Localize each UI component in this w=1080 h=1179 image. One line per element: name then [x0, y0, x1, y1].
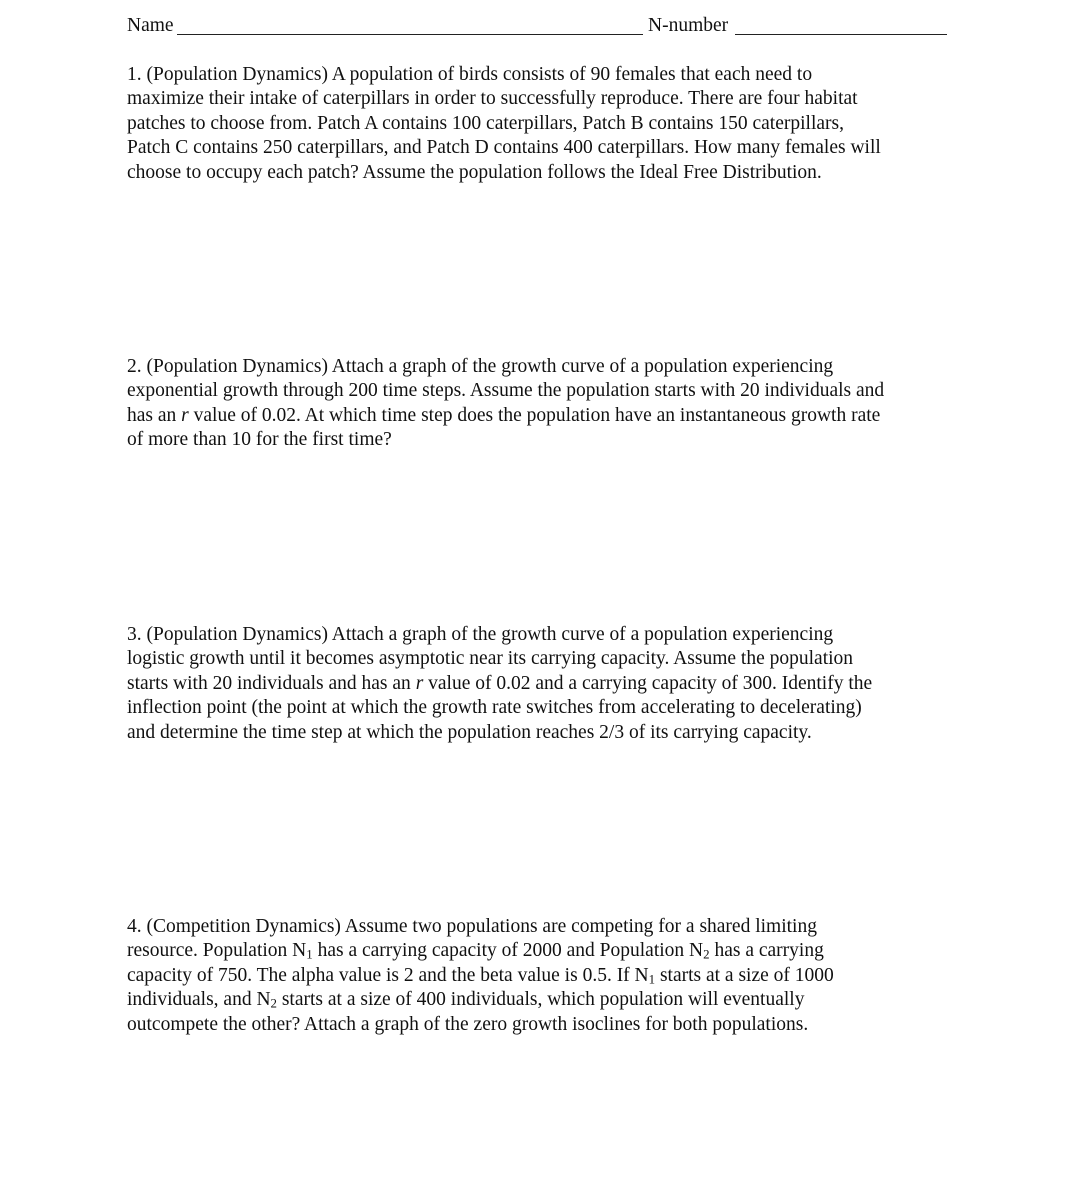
- r-variable: r: [415, 672, 424, 694]
- subscript: 2: [270, 996, 277, 1011]
- question-1: [127, 63, 957, 185]
- name-blank-line[interactable]: [177, 34, 643, 35]
- question-3-text: value of 0.02 and a carrying capacity of 300. Identify the: [423, 672, 873, 694]
- r-variable: r: [181, 404, 189, 426]
- question-2: [127, 355, 957, 453]
- question-2-line: [127, 404, 957, 428]
- name-label: Name: [127, 15, 174, 36]
- question-4-text: individuals, and N: [127, 989, 271, 1011]
- question-4-line: 4. (Competition Dynamics) Assume two populations are competing for a shared limiting: [127, 916, 817, 937]
- question-4-line: outcompete the other? Attach a graph of the zero growth isoclines for both populations.: [127, 1013, 809, 1035]
- question-4-text: starts at a size of 400 individuals, which population will eventually: [276, 989, 805, 1011]
- question-2-text: value of 0.02. At which time step does the population have an instantaneous growth rate: [188, 404, 881, 426]
- question-2-line: of more than 10 for the first time?: [127, 429, 392, 451]
- nnumber-label: N-number: [648, 15, 729, 36]
- question-3-line: and determine the time step at which the population reaches 2/3 of its carrying capacity.: [127, 721, 812, 743]
- question-1-line: choose to occupy each patch? Assume the population follows the Ideal Free Distribution.: [127, 161, 822, 183]
- question-4-line: [127, 964, 957, 988]
- question-4-text: has a carrying: [709, 940, 824, 962]
- question-4-text: resource. Population N: [127, 940, 307, 962]
- question-3-line: inflection point (the point at which the growth rate switches from accelerating to decelerating): [127, 697, 862, 719]
- question-4-line: [127, 939, 957, 963]
- question-4-text: has a carrying capacity of 2000 and Population N: [312, 940, 704, 962]
- subscript: 2: [703, 947, 710, 962]
- question-2-line: exponential growth through 200 time steps. Assume the population starts with 20 individuals and: [127, 380, 885, 402]
- nnumber-blank-line[interactable]: [735, 34, 947, 35]
- question-1-line: patches to choose from. Patch A contains 100 caterpillars, Patch B contains 150 caterpillars,: [127, 112, 844, 134]
- subscript: 1: [648, 972, 656, 987]
- question-3-text: starts with 20 individuals and has an: [127, 672, 416, 694]
- question-1-line: maximize their intake of caterpillars in order to successfully reproduce. There are four habitat: [127, 88, 858, 110]
- question-4-text: capacity of 750. The alpha value is 2 and the beta value is 0.5. If N: [127, 964, 649, 986]
- question-3-line: [127, 672, 957, 696]
- question-1-line: 1. (Population Dynamics) A population of birds consists of 90 females that each need to: [127, 64, 813, 85]
- question-4: [127, 915, 957, 1037]
- question-4-line: [127, 988, 957, 1012]
- subscript: 1: [306, 947, 313, 962]
- question-1-line: Patch C contains 250 caterpillars, and Patch D contains 400 caterpillars. How many females will: [127, 137, 881, 159]
- question-2-text: has an: [127, 404, 182, 426]
- question-3: [127, 623, 957, 745]
- question-3-line: logistic growth until it becomes asymptotic near its carrying capacity. Assume the population: [127, 648, 854, 670]
- question-3-line: 3. (Population Dynamics) Attach a graph of the growth curve of a population experiencing: [127, 624, 834, 645]
- question-2-line: 2. (Population Dynamics) Attach a graph of the growth curve of a population experiencing: [127, 356, 834, 377]
- question-4-text: starts at a size of 1000: [655, 964, 834, 986]
